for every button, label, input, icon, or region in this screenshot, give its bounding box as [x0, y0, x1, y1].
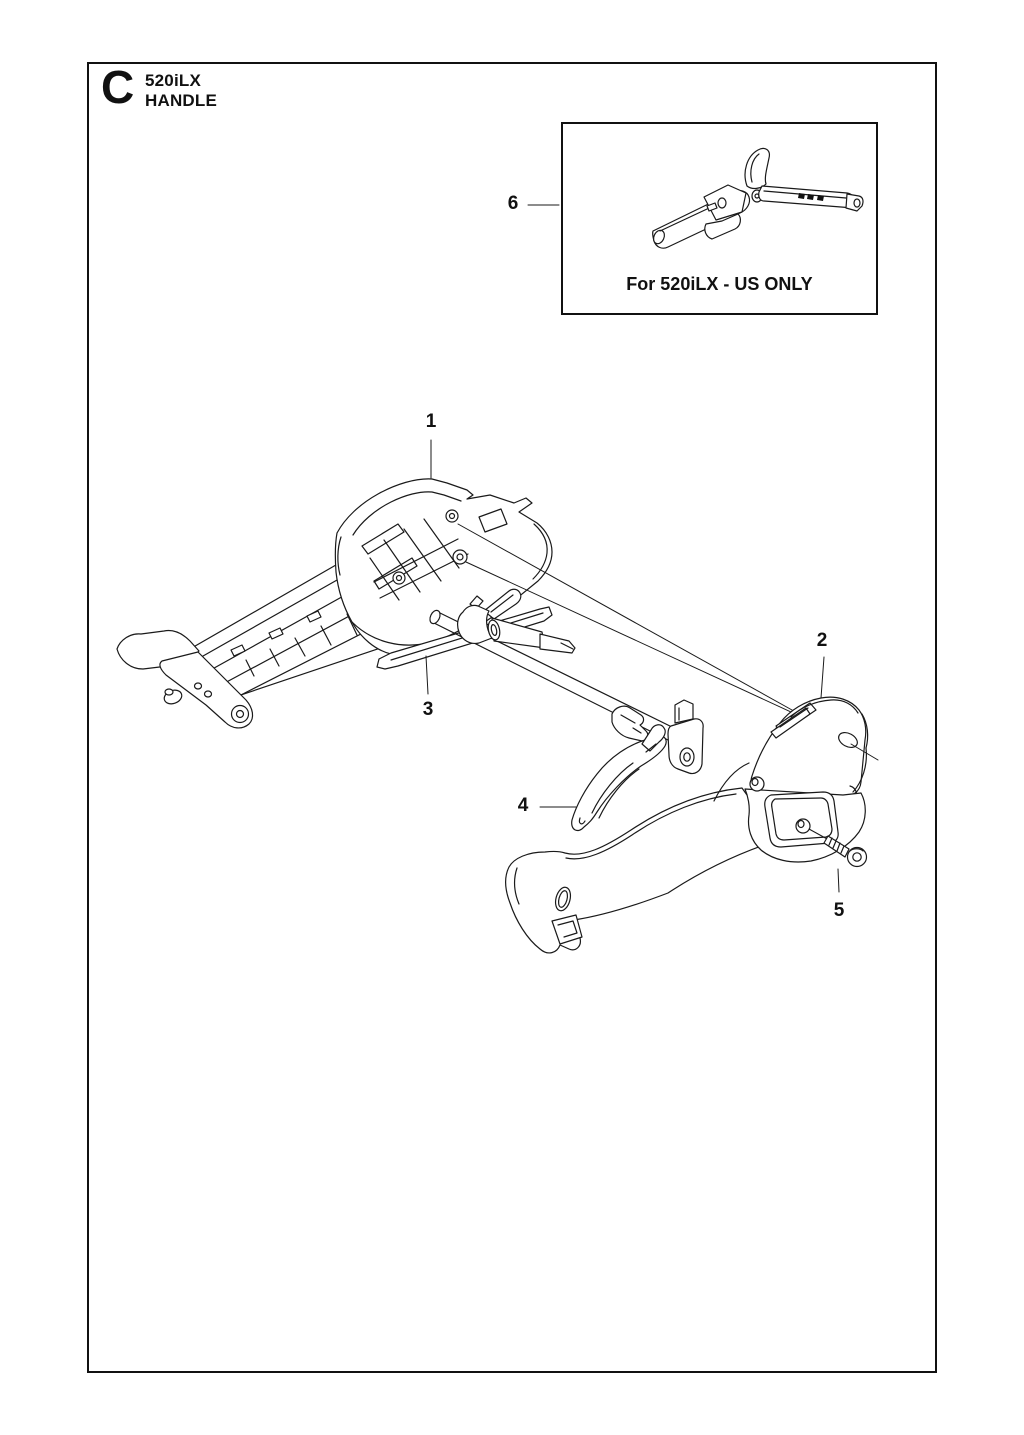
part-2-rear-handle-cover-drawing [751, 697, 868, 803]
part-4-throttle-trigger-drawing [572, 725, 666, 831]
callout-3: 3 [422, 699, 434, 720]
callout-4: 4 [517, 795, 529, 816]
callout-1: 1 [425, 411, 437, 432]
section-letter: C [101, 61, 135, 113]
part-6-loop-handle-drawing [652, 148, 863, 248]
callout-5: 5 [833, 900, 845, 921]
latch-lever-drawing [612, 706, 648, 741]
callout-2: 2 [816, 630, 828, 651]
section-title: HANDLE [145, 91, 218, 110]
leader-3 [426, 656, 428, 694]
leader-2 [821, 657, 824, 698]
leader-5 [838, 869, 839, 892]
callout-6: 6 [507, 193, 519, 214]
inset-caption: For 520iLX - US ONLY [626, 274, 813, 294]
model-number: 520iLX [145, 71, 202, 90]
